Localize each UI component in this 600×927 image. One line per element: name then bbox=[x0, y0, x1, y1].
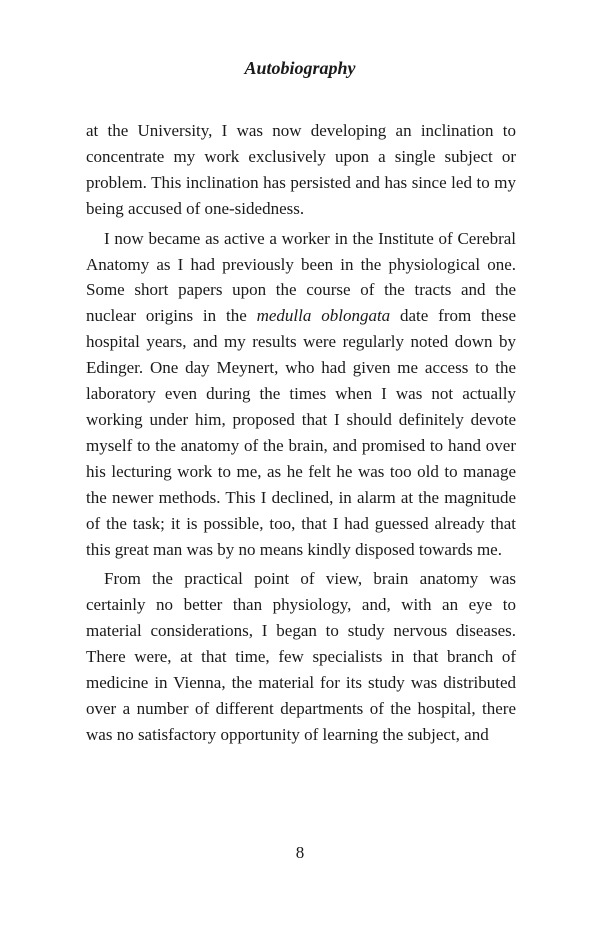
paragraph-continuation: at the University, I was now developing an inclination to concentrate my work exclusively upon a single subject or problem. This inclination has persisted and has since led to my being accused of one-sidedness. bbox=[86, 121, 516, 218]
paragraph-text: I now became as active a worker in the Institute of Cerebral Anatomy as I had previously been in the physiological one. Some short papers upon the course of the tracts and the nuclear origins in the bbox=[86, 228, 516, 326]
paragraph-nervous-diseases: From the practical point of view, brain anatomy was certainly no better than physiology, and, with an eye to material considerations, I began to study nervous diseases. There were, at that time, few specialists in that branch of medicine in Vienna, the material for its study was distributed over a number of different departments of the hospital, there was no satisfactory opportunity of learning the subject, and bbox=[86, 569, 516, 744]
paragraph-cerebral-anatomy bbox=[86, 226, 516, 563]
body-text bbox=[86, 118, 516, 752]
paragraph-text: date from these hospital years, and my results were regularly noted down by Edinger. One day Meynert, who had given me access to the laboratory even during the times when I was not actually working under him, proposed that I should definitely devote myself to the anatomy of the brain, and promised to hand over his lecturing work to me, as he felt he was too old to manage the newer methods. This I declined, in alarm at the magnitude of the task; it is possible, too, that I had guessed already that this great man was by no means kindly disposed towards me. bbox=[86, 306, 516, 559]
page-number: 8 bbox=[295, 843, 305, 862]
italic-term: medulla oblongata bbox=[256, 306, 391, 326]
running-head: Autobiography bbox=[244, 58, 356, 78]
